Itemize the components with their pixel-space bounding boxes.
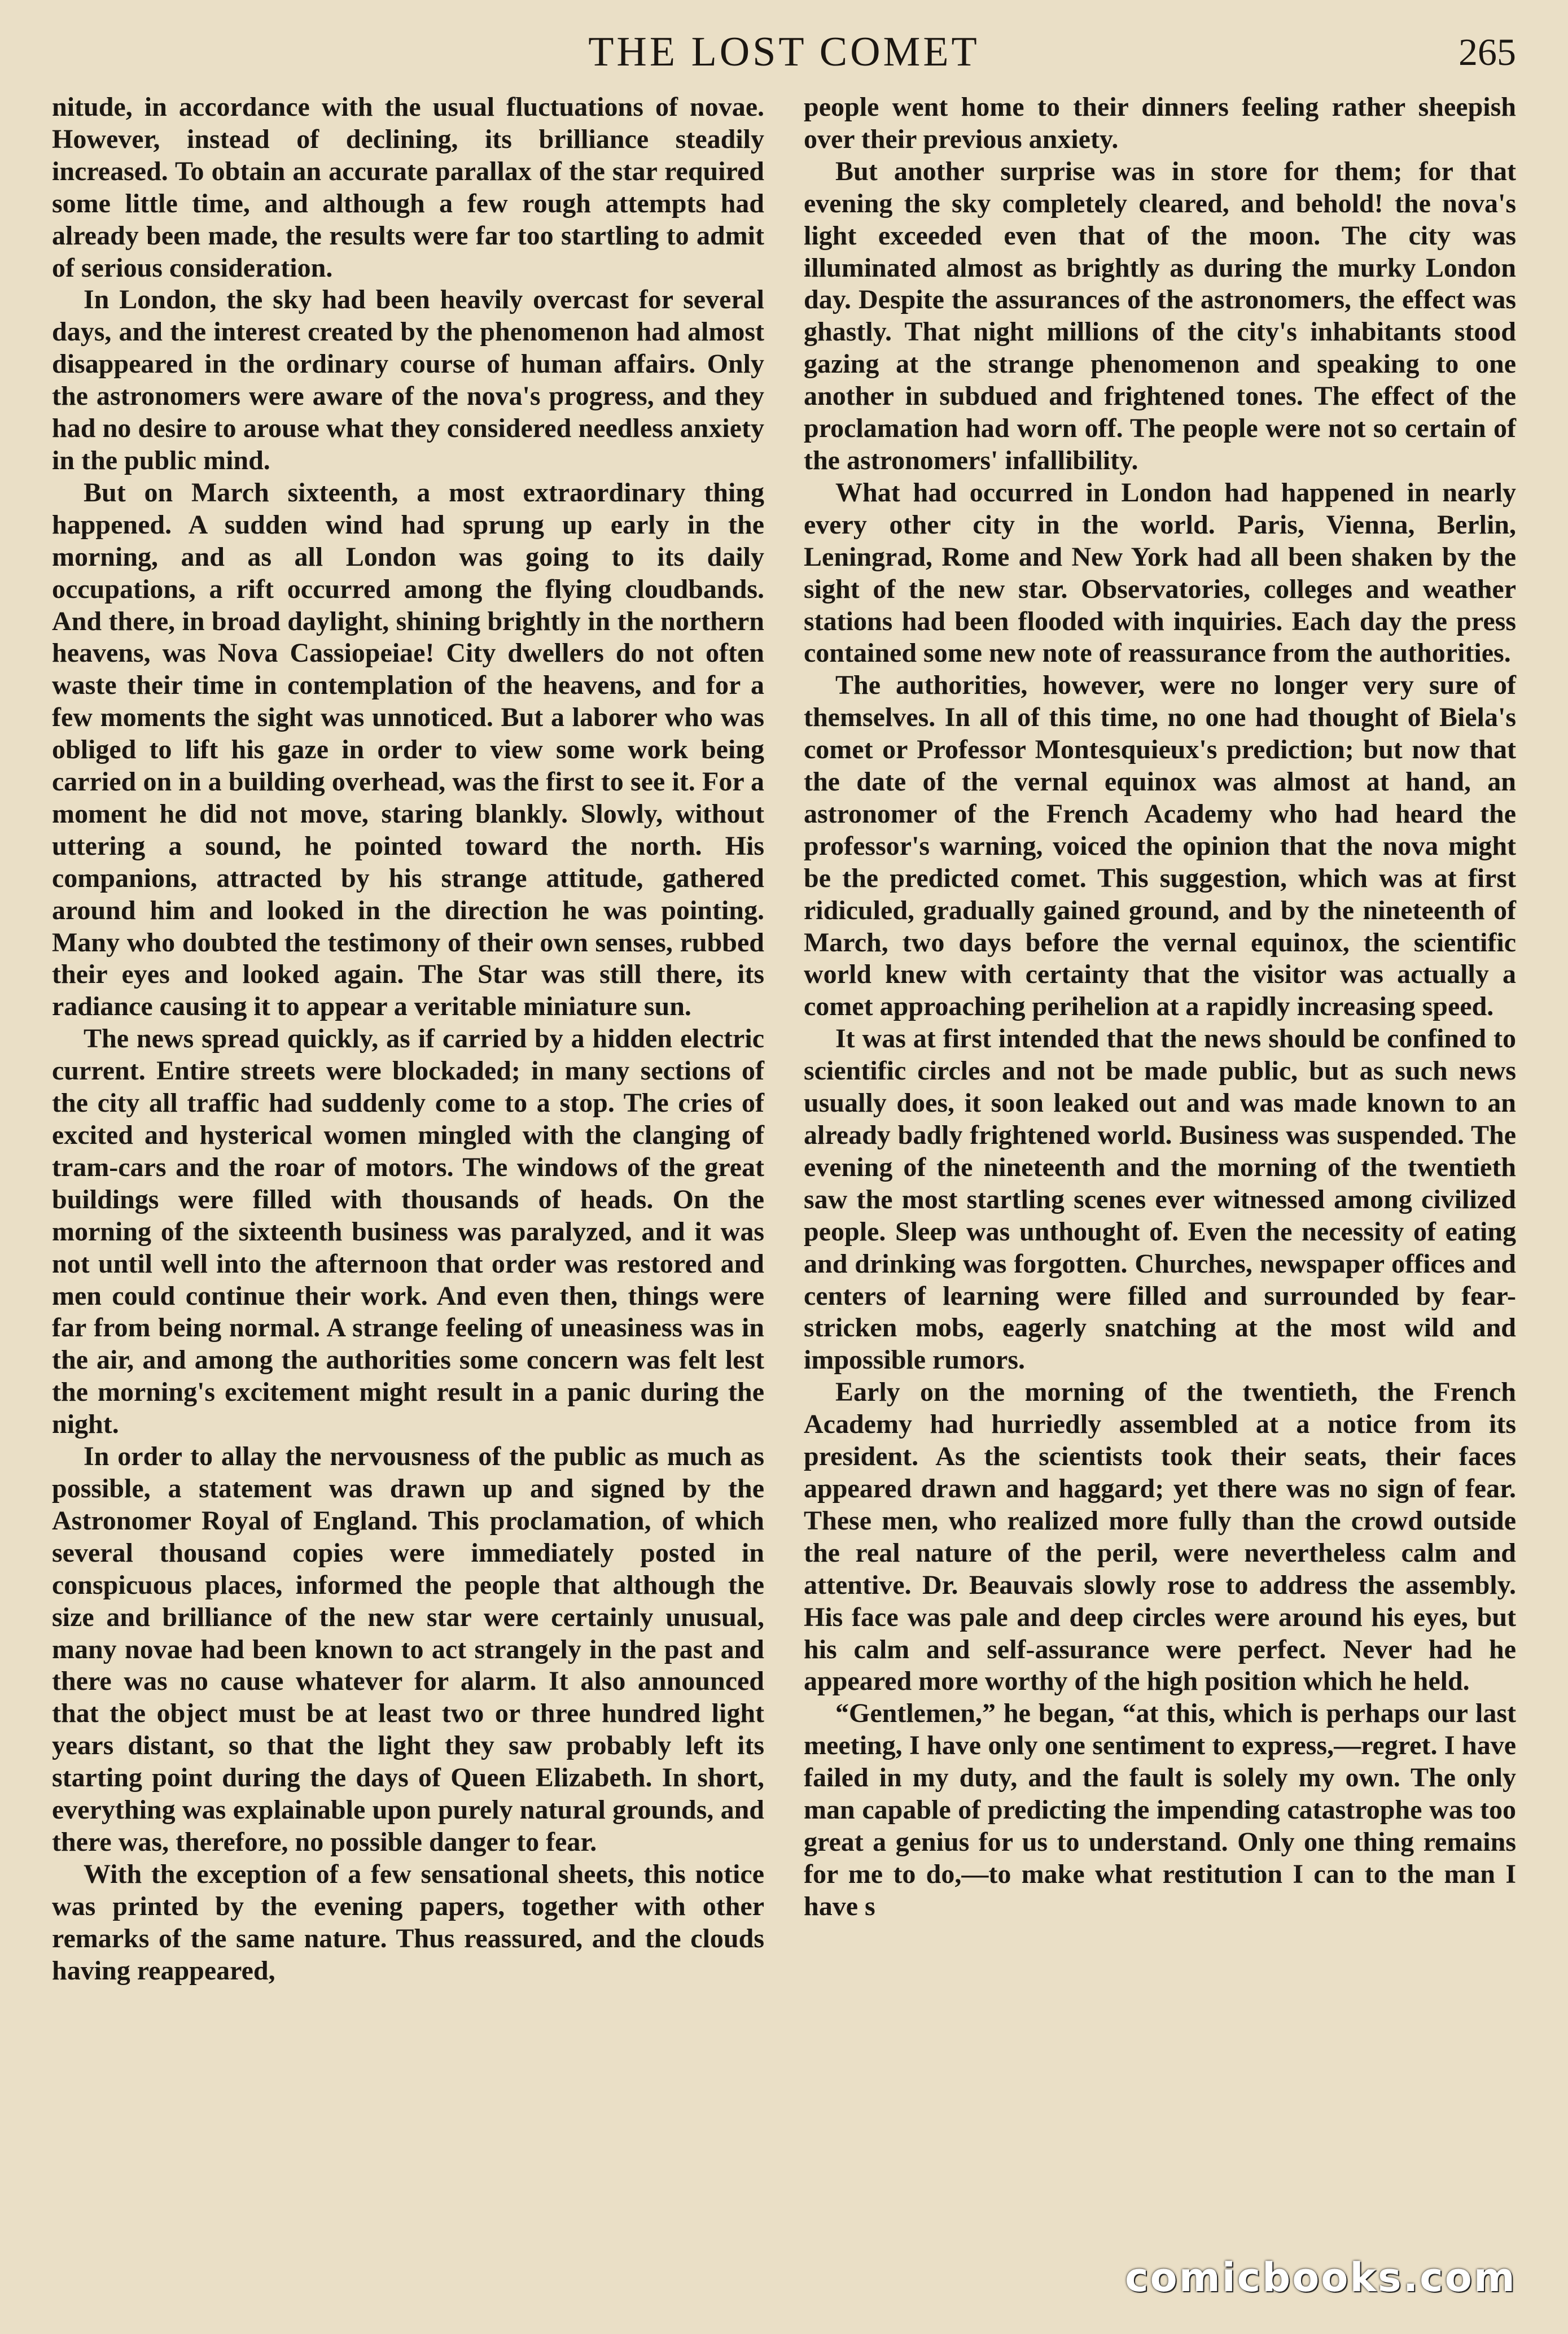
running-head [0, 24, 1568, 80]
paragraph: But another surprise was in store for them; for that evening the sky completely cleared, and behold! the nova's light exceeded even that of the moon. The city was illuminated almost as brightly as during the murky London day. Despite the assurances of the astronomers, the effect was ghastly. That night millions of the city's inhabitants stood gazing at the strange phenomenon and speaking to one another in subdued and frightened tones. The effect of the proclamation had worn off. The people were not so certain of the astronomers' infallibility. [804, 156, 1516, 475]
paragraph: What had occurred in London had happened in nearly every other city in the world. Paris, Vienna, Berlin, Leningrad, Rome and New York had all been shaken by the sight of the new star. Observatories, colleges and weather stations had been flooded with inquiries. Each day the press contained some new note of reassurance from the authorities. [804, 477, 1516, 668]
paragraph: nitude, in accordance with the usual fluctuations of novae. However, instead of declining, its brilliance steadily increased. To obtain an accurate parallax of the star required some little time, and although a few rough attempts had already been made, the results were far too startling to admit of serious consideration. [52, 92, 764, 283]
paragraph: Early on the morning of the twentieth, the French Academy had hurriedly assembled at a notice from its president. As the scientists took their seats, their faces appeared drawn and haggard; yet there was no sign of fear. These men, who realized more fully than the crowd outside the real nature of the peril, were nevertheless calm and attentive. Dr. Beauvais slowly rose to address the assembly. His face was pale and deep circles were around his eyes, but his calm and self-assurance were perfect. Never had he appeared more worthy of the high position which he held. [804, 1377, 1516, 1697]
paragraph: It was at first intended that the news should be confined to scientific circles and not be made public, but as such news usually does, it soon leaked out and was made known to an already badly frightened world. Business was suspended. The evening of the nineteenth and the morning of the twentieth saw the most startling scenes ever witnessed among civilized people. Sleep was unthought of. Even the necessity of eating and drinking was forgotten. Churches, newspaper offices and centers of learning were filled and surrounded by fear-stricken mobs, eagerly snatching at the most wild and impossible rumors. [804, 1024, 1516, 1375]
paragraph: people went home to their dinners feeling rather sheepish over their previous anxiety. [804, 92, 1516, 154]
page-title: THE LOST COMET [588, 29, 980, 75]
paragraph: But on March sixteenth, a most extraordinary thing happened. A sudden wind had sprung up early in the morning, and as all London was going to its daily occupations, a rift occurred among the flying cloudbands. And there, in broad daylight, shining brightly in the northern heavens, was Nova Cassiopeiae! City dwellers do not often waste their time in contemplation of the heavens, and for a few moments the sight was unnoticed. But a laborer who was obliged to lift his gaze in order to view some work being carried on in a building overhead, was the first to see it. For a moment he did not move, staring blankly. Slowly, without uttering a sound, he pointed toward the north. His companions, attracted by his strange attitude, gathered around him and looked in the direction he was pointing. Many who doubted the testimony of their own senses, rubbed their eyes and looked again. The Star was still there, its radiance causing it to appear a veritable miniature sun. [52, 477, 764, 1022]
page-number: 265 [1458, 30, 1516, 73]
paragraph: The authorities, however, were no longer very sure of themselves. In all of this time, no one had thought of Biela's comet or Professor Montesquieux's prediction; but now that the date of the vernal equinox was almost at hand, an astronomer of the French Academy who had heard the professor's warning, voiced the opinion that the nova might be the predicted comet. This suggestion, which was at first ridiculed, gradually gained ground, and by the nineteenth of March, two days before the vernal equinox, the scientific world knew with certainty that the visitor was actually a comet approaching perihelion at a rapidly increasing speed. [804, 670, 1516, 1022]
paragraph: “Gentlemen,” he began, “at this, which is perhaps our last meeting, I have only one sentiment to express,—regret. I have failed in my duty, and the fault is solely my own. The only man capable of predicting the impending catastrophe was too great a genius for us to understand. Only one thing remains for me to do,—to make what restitution I can to the man I have s [804, 1698, 1516, 1921]
paragraph: In London, the sky had been heavily overcast for several days, and the interest created by the phenomenon had almost disappeared in the ordinary course of human affairs. Only the astronomers were aware of the nova's progress, and they had no desire to arouse what they considered needless anxiety in the public mind. [52, 285, 764, 475]
paragraph: With the exception of a few sensational sheets, this notice was printed by the evening papers, together with other remarks of the same nature. Thus reassured, and the clouds having reappeared, [52, 1859, 764, 1986]
left-text-column [52, 91, 764, 1987]
right-text-column [804, 91, 1516, 1923]
paragraph: In order to allay the nervousness of the public as much as possible, a statement was drawn up and signed by the Astronomer Royal of England. This proclamation, of which several thousand copies were immediately posted in conspicuous places, informed the people that although the size and brilliance of the new star were certainly unusual, many novae had been known to act strangely in the past and there was no cause whatever for alarm. It also announced that the object must be at least two or three hundred light years distant, so that the light they saw probably left its starting point during the days of Queen Elizabeth. In short, everything was explainable upon purely natural grounds, and there was, therefore, no possible danger to fear. [52, 1441, 764, 1857]
watermark: comicbooks.com [1106, 2252, 1535, 2304]
paragraph: The news spread quickly, as if carried by a hidden electric current. Entire streets were blockaded; in many sections of the city all traffic had suddenly come to a stop. The cries of excited and hysterical women mingled with the clanging of tram-cars and the roar of motors. The windows of the great buildings were filled with thousands of heads. On the morning of the sixteenth business was paralyzed, and it was not until well into the afternoon that order was restored and men could continue their work. And even then, things were far from being normal. A strange feeling of uneasiness was in the air, and among the authorities some concern was felt lest the morning's excitement might result in a panic during the night. [52, 1024, 764, 1440]
